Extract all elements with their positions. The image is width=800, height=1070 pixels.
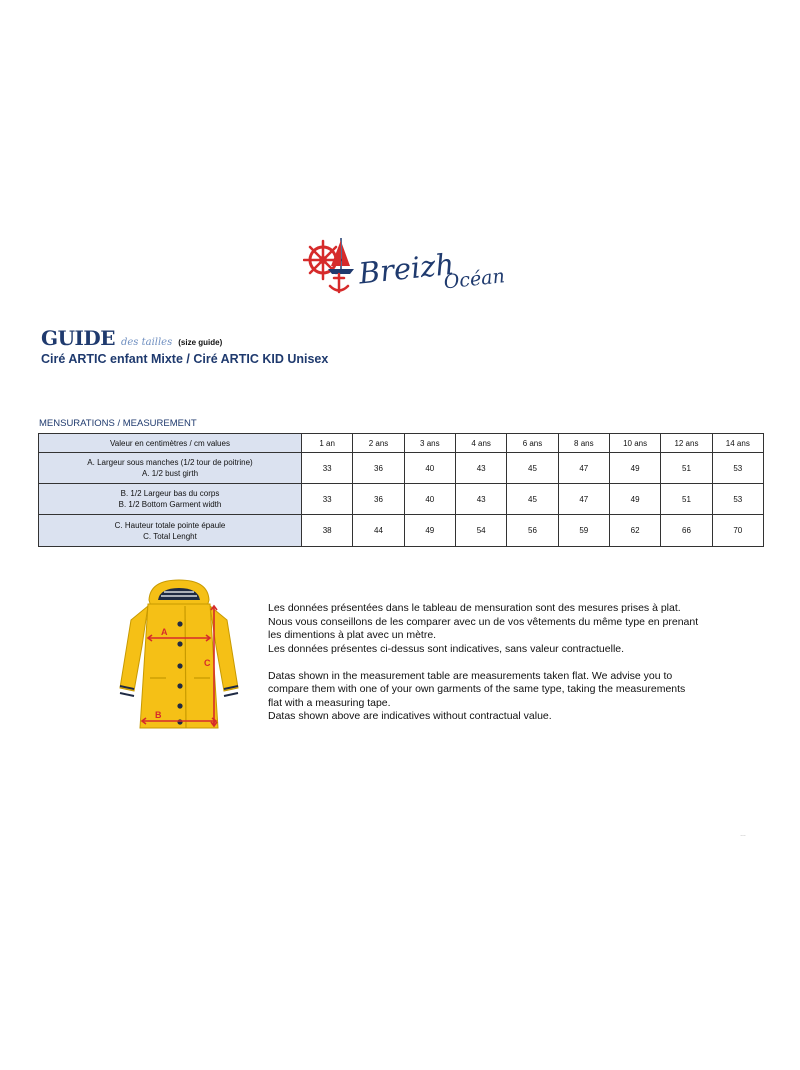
size-header: 8 ans [558, 434, 609, 453]
table-header-row [39, 434, 764, 453]
table-cell: 33 [302, 453, 353, 484]
row-label [39, 515, 302, 547]
table-row [39, 515, 764, 547]
table-cell: 45 [507, 453, 558, 484]
table-cell: 66 [661, 515, 712, 547]
brand-logo [303, 232, 518, 296]
table-cell: 49 [609, 484, 660, 515]
size-table [38, 433, 764, 547]
size-header: 6 ans [507, 434, 558, 453]
table-cell: 44 [353, 515, 404, 547]
row-label [39, 453, 302, 484]
brand-name-part2: Océan [442, 265, 506, 294]
table-cell: 49 [609, 453, 660, 484]
table-cell: 38 [302, 515, 353, 547]
row-label-en: C. Total Lenght [143, 531, 197, 541]
table-cell: 49 [404, 515, 455, 547]
measurement-notes [268, 602, 708, 724]
note-line-fr: Les données présentées dans le tableau de mensuration sont des mesures prises à plat. [268, 602, 681, 614]
table-row [39, 484, 764, 515]
guide-subtitle: des tailles [120, 337, 173, 348]
diagram-label-a: A [161, 627, 168, 637]
brand-name-part1: Breizh [357, 246, 456, 291]
size-header: 14 ans [712, 434, 763, 453]
table-cell: 53 [712, 484, 763, 515]
diagram-label-b: B [155, 710, 162, 720]
table-cell: 62 [609, 515, 660, 547]
note-line-fr: Les données présentes ci-dessus sont indicatives, sans valeur contractuelle. [268, 642, 625, 655]
table-cell: 43 [455, 453, 506, 484]
table-cell: 70 [712, 515, 763, 547]
product-title: Ciré ARTIC enfant Mixte / Ciré ARTIC KID Unisex [41, 352, 329, 366]
guide-title: GUIDE [41, 326, 115, 350]
row-label-fr: B. 1/2 Largeur bas du corps [120, 489, 220, 498]
size-header: 10 ans [609, 434, 660, 453]
table-cell: 47 [558, 484, 609, 515]
size-header: 4 ans [455, 434, 506, 453]
table-header-label: Valeur en centimètres / cm values [39, 434, 302, 453]
table-cell: 43 [455, 484, 506, 515]
note-line-fr: Nous vous conseillons de les comparer avec un de vos vêtements du même type en prenant [268, 615, 699, 628]
note-line-en: Datas shown in the measurement table are measurements taken flat. We advise you to [268, 669, 673, 682]
note-line-en: compare them with one of your own garments of the same type, taking the measurements [268, 683, 686, 695]
size-header: 3 ans [404, 434, 455, 453]
raincoat-diagram [114, 578, 244, 732]
table-cell: 56 [507, 515, 558, 547]
raincoat-illustration [120, 580, 238, 728]
table-cell: 47 [558, 453, 609, 484]
table-cell: 36 [353, 453, 404, 484]
table-cell: 59 [558, 515, 609, 547]
table-cell: 45 [507, 484, 558, 515]
size-header: 2 ans [353, 434, 404, 453]
table-cell: 40 [404, 453, 455, 484]
row-label-en: B. 1/2 Bottom Garment width [118, 500, 222, 509]
row-label-fr: C. Hauteur totale pointe épaule [114, 520, 226, 530]
row-label-fr: A. Largeur sous manches (1/2 tour de poitrine) [87, 458, 253, 467]
note-line-en: Datas shown above are indicatives without contractual value. [268, 710, 552, 722]
row-label-en: A. 1/2 bust girth [141, 469, 199, 478]
note-line-en: flat with a measuring tape. [268, 696, 391, 709]
guide-heading [41, 326, 328, 366]
table-cell: 54 [455, 515, 506, 547]
table-cell: 36 [353, 484, 404, 515]
diagram-label-c: C [204, 658, 211, 668]
size-header: 1 an [302, 434, 353, 453]
size-header: 12 ans [661, 434, 712, 453]
table-cell: 40 [404, 484, 455, 515]
measurement-section-label: MENSURATIONS / MEASUREMENT [39, 418, 197, 429]
table-cell: 51 [661, 484, 712, 515]
note-line-fr: les dimentions à plat avec un mètre. [268, 629, 437, 641]
table-cell: 51 [661, 453, 712, 484]
guide-note: (size guide) [178, 338, 223, 347]
table-cell: 53 [712, 453, 763, 484]
row-label [39, 484, 302, 515]
table-cell: 33 [302, 484, 353, 515]
footer-mark: … [740, 832, 746, 838]
anchor-icon [330, 274, 348, 292]
table-row [39, 453, 764, 484]
